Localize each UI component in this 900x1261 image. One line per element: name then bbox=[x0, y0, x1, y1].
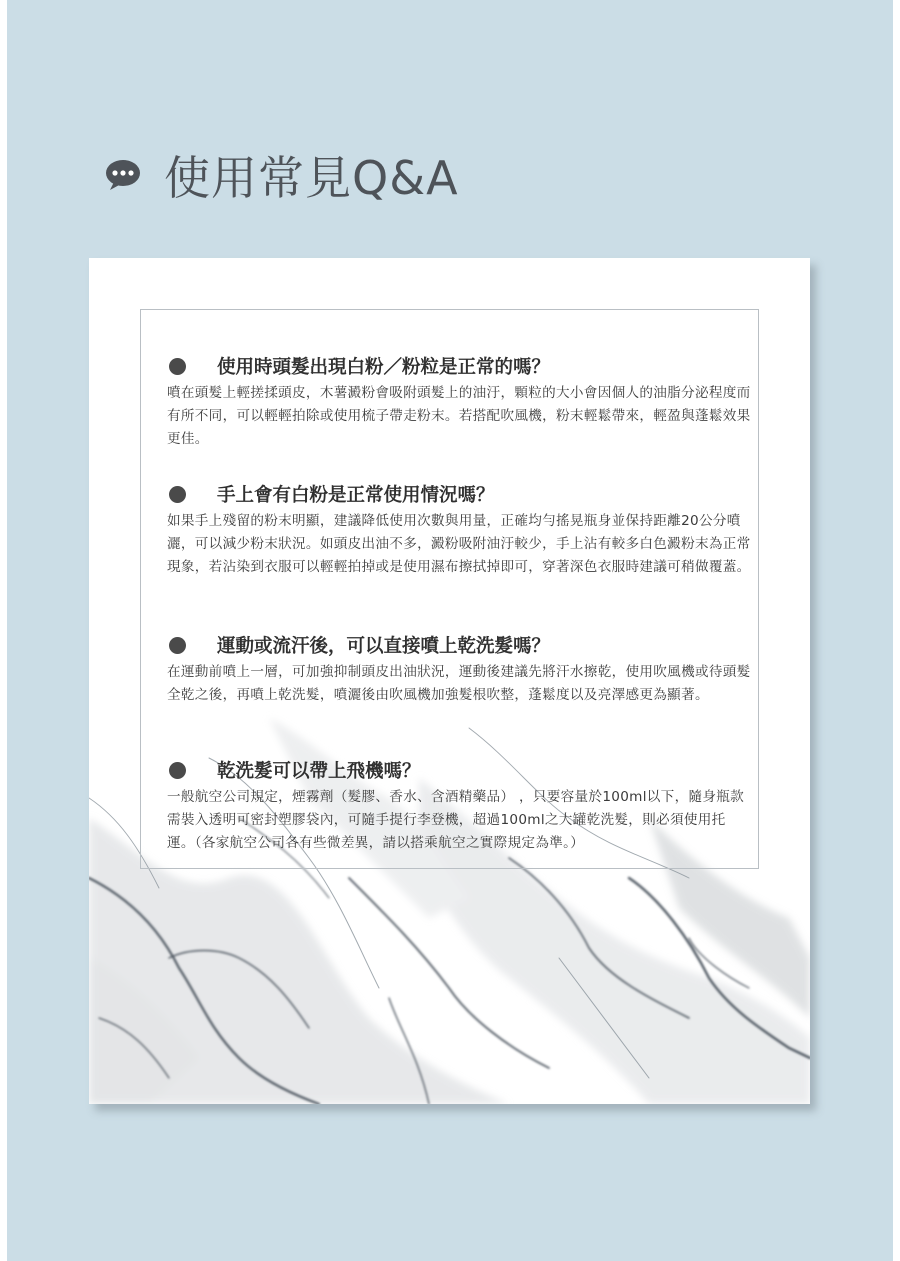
faq-answer: 在運動前噴上一層，可加強抑制頭皮出油狀況，運動後建議先將汗水擦乾，使用吹風機或待頭髮全乾之後，再噴上乾洗髮，噴灑後由吹風機加強髮根吹整，蓬鬆度以及亮澤感更為顯著。 bbox=[167, 664, 751, 703]
faq-question-row bbox=[167, 756, 752, 784]
page-title: 使用常見Q&A bbox=[164, 151, 459, 205]
faq-question-row bbox=[167, 352, 752, 380]
faq-question-row bbox=[167, 631, 752, 659]
faq-question-row bbox=[167, 480, 752, 508]
faq-item bbox=[167, 352, 752, 451]
faq-answer: 噴在頭髮上輕搓揉頭皮，木薯澱粉會吸附頭髮上的油汙，顆粒的大小會因個人的油脂分泌程度而有所不同，可以輕輕拍除或使用梳子帶走粉末。若搭配吹風機，粉末輕鬆帶來，輕盈與蓬鬆效果更佳。 bbox=[167, 385, 751, 447]
faq-item bbox=[167, 480, 752, 579]
faq-item bbox=[167, 631, 752, 707]
faq-question: 手上會有白粉是正常使用情況嗎？ bbox=[217, 485, 495, 506]
faq-question: 使用時頭髮出現白粉／粉粒是正常的嗎？ bbox=[217, 357, 551, 378]
faq-answer: 一般航空公司規定，煙霧劑（髮膠、香水、含酒精藥品） ，只要容量於100ml以下，隨身瓶款需裝入透明可密封塑膠袋內，可隨手提行李登機，超過100ml之大罐乾洗髮，則必須使用托運。（各家航空公司各有些微差異，請以搭乘航空之實際規定為準。） bbox=[167, 789, 745, 851]
bullet-icon bbox=[169, 486, 186, 503]
bullet-icon bbox=[169, 762, 186, 779]
faq-question: 運動或流汗後，可以直接噴上乾洗髮嗎？ bbox=[217, 636, 551, 657]
faq-answer: 如果手上殘留的粉末明顯，建議降低使用次數與用量，正確均勻搖晃瓶身並保持距離20公分噴灑，可以減少粉末狀況。如頭皮出油不多，澱粉吸附油汙較少，手上沾有較多白色澱粉末為正常現象，若沾染到衣服可以輕輕拍掉或是使用濕布擦拭掉即可，穿著深色衣服時建議可稍做覆蓋。 bbox=[167, 513, 751, 575]
bullet-icon bbox=[169, 637, 186, 654]
faq-item bbox=[167, 756, 752, 855]
faq-frame bbox=[140, 309, 759, 869]
section-heading bbox=[104, 142, 459, 208]
bullet-icon bbox=[169, 358, 186, 375]
chat-bubble-icon bbox=[104, 158, 142, 192]
faq-card bbox=[89, 258, 810, 1104]
faq-question: 乾洗髮可以帶上飛機嗎？ bbox=[217, 761, 421, 782]
